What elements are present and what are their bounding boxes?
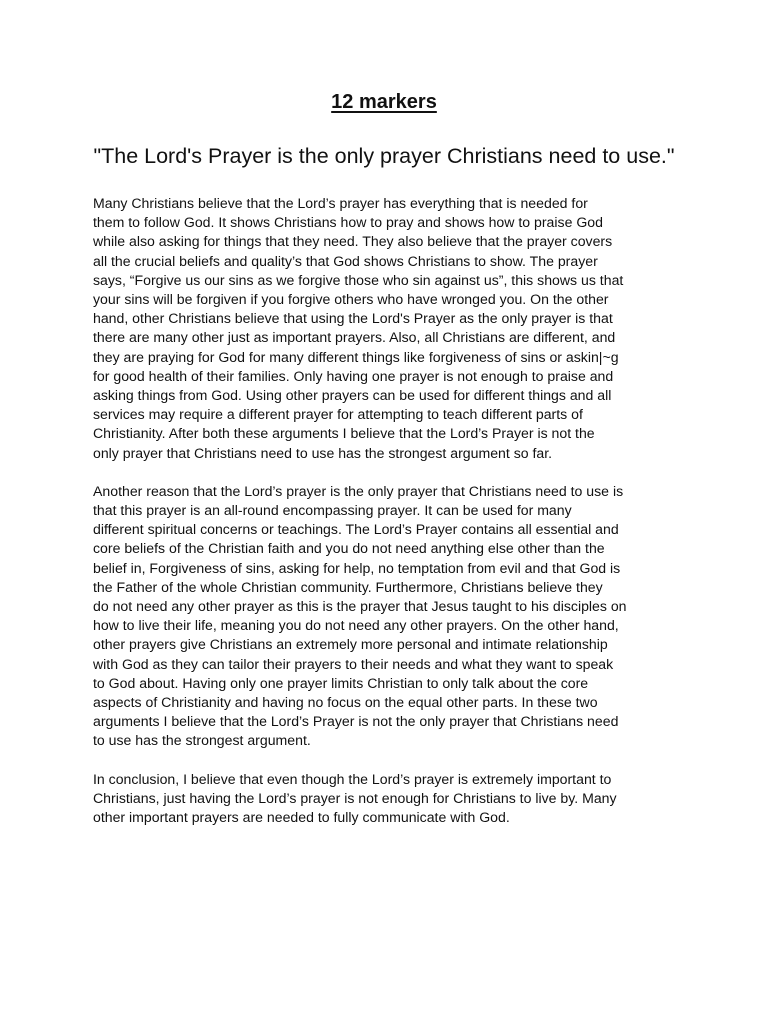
paragraph-line: Christianity. After both these arguments I believe that the Lord’s Prayer is not the [93, 425, 595, 442]
paragraph-line: for good health of their families. Only having one prayer is not enough to praise and [93, 367, 614, 384]
paragraph-line: them to follow God. It shows Christians how to pray and shows how to praise God [93, 214, 603, 231]
paragraph-line: they are praying for God for many different things like forgiveness of sins or askin|~g [93, 348, 619, 365]
paragraph-line: other important prayers are needed to fully communicate with God. [93, 809, 510, 826]
paragraph-line: your sins will be forgiven if you forgive others who have wronged you. On the other [93, 291, 609, 308]
paragraph-line: there are many other just as important prayers. Also, all Christians are different, and [93, 329, 616, 346]
essay-paragraph [93, 770, 683, 828]
essay-paragraph [93, 482, 683, 751]
paragraph-line: to God about. Having only one prayer limits Christian to only talk about the core [93, 674, 589, 691]
paragraph-line: only prayer that Christians need to use has the strongest argument so far. [93, 444, 553, 461]
paragraph-line: belief in, Forgiveness of sins, asking for help, no temptation from evil and that God is [93, 559, 621, 576]
paragraph-line: other prayers give Christians an extremely more personal and intimate relationship [93, 636, 608, 653]
paragraph-line: core beliefs of the Christian faith and you do not need anything else other than the [93, 540, 605, 557]
paragraph-line: to use has the strongest argument. [93, 732, 311, 749]
paragraph-line: Another reason that the Lord’s prayer is the only prayer that Christians need to use is [93, 482, 624, 499]
essay-body [93, 194, 683, 846]
essay-title: "The Lord's Prayer is the only prayer Christians need to use." [93, 144, 675, 168]
paragraph-line: different spiritual concerns or teachings. The Lord’s Prayer contains all essential and [93, 521, 619, 538]
paragraph-line: arguments I believe that the Lord’s Prayer is not the only prayer that Christians need [93, 713, 619, 730]
paragraph-line: aspects of Christianity and having no focus on the equal other parts. In these two [93, 694, 598, 711]
paragraph-line: all the crucial beliefs and quality’s that God shows Christians to show. The prayer [93, 252, 598, 269]
paragraph-line: says, “Forgive us our sins as we forgive those who sin against us”, this shows us that [93, 271, 624, 288]
paragraph-line: services may require a different prayer for attempting to teach different parts of [93, 406, 583, 423]
paragraph-line: asking things from God. Using other prayers can be used for different things and all [93, 387, 612, 404]
paragraph-line: Christians, just having the Lord’s prayer is not enough for Christians to live by. Many [93, 789, 617, 806]
paragraph-line: Many Christians believe that the Lord’s prayer has everything that is needed for [93, 195, 588, 211]
essay-paragraph [93, 194, 683, 463]
paragraph-line: how to live their life, meaning you do not need any other prayers. On the other hand, [93, 617, 619, 634]
paragraph-line: do not need any other prayer as this is the prayer that Jesus taught to his disciples on [93, 598, 627, 615]
page-heading: 12 markers [331, 91, 437, 113]
paragraph-line: In conclusion, I believe that even though the Lord’s prayer is extremely important to [93, 770, 612, 787]
paragraph-line: that this prayer is an all-round encompassing prayer. It can be used for many [93, 502, 572, 519]
paragraph-line: hand, other Christians believe that using the Lord's Prayer as the only prayer is that [93, 310, 613, 327]
paragraph-line: the Father of the whole Christian community. Furthermore, Christians believe they [93, 578, 603, 595]
paragraph-line: with God as they can tailor their prayers to their needs and what they want to speak [93, 655, 614, 672]
paragraph-line: while also asking for things that they need. They also believe that the prayer covers [93, 233, 613, 250]
